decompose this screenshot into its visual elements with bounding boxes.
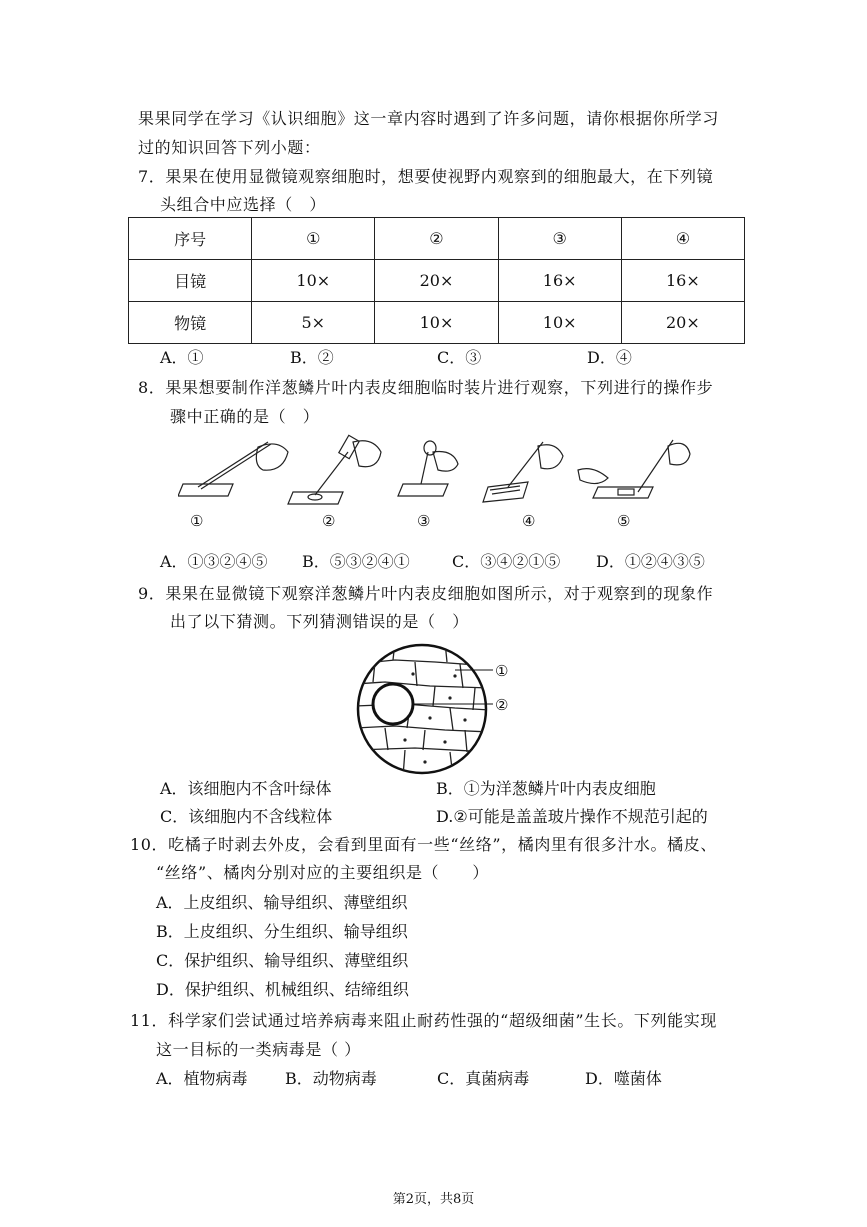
table-cell: 16× xyxy=(621,260,744,302)
q10-option-b[interactable]: B．上皮组织、分生组织、输导组织 xyxy=(156,922,408,941)
q11-option-a[interactable]: A．植物病毒 xyxy=(156,1069,248,1088)
q7-option-b[interactable]: B．② xyxy=(290,348,334,367)
table-cell: 16× xyxy=(498,260,621,302)
q8-figure-label-1: ① xyxy=(190,512,204,530)
lens-table xyxy=(128,217,745,344)
q8-option-b[interactable]: B．⑤③②④① xyxy=(302,552,410,571)
q8-stem-line-2: 骤中正确的是（ ） xyxy=(170,407,320,426)
q11-stem-line-2: 这一目标的一类病毒是（ ） xyxy=(156,1040,361,1059)
q8-figure-label-5: ⑤ xyxy=(617,512,631,530)
q10-option-d[interactable]: D．保护组织、机械组织、结缔组织 xyxy=(156,980,409,999)
q8-option-c[interactable]: C．③④②①⑤ xyxy=(452,552,561,571)
table-row xyxy=(129,302,745,344)
table-header-cell: ① xyxy=(252,218,375,260)
table-cell: 20× xyxy=(375,260,498,302)
q7-stem-line-1: 7．果果在使用显微镜观察细胞时，想要使视野内观察到的细胞最大，在下列镜 xyxy=(138,167,714,186)
table-row xyxy=(129,260,745,302)
table-row xyxy=(129,218,745,260)
q10-stem-line-2: “丝络”、橘肉分别对应的主要组织是（ ） xyxy=(156,863,489,882)
q8-figure-label-4: ④ xyxy=(522,512,536,530)
table-header-cell: ③ xyxy=(498,218,621,260)
intro-line-1: 果果同学在学习《认识细胞》这一章内容时遇到了许多问题，请你根据你所学习 xyxy=(138,109,720,128)
q10-stem-line-1: 10．吃橘子时剥去外皮，会看到里面有一些“丝络”，橘肉里有很多汁水。橘皮、 xyxy=(130,835,717,854)
table-cell: 10× xyxy=(498,302,621,344)
q9-stem-line-1: 9．果果在显微镜下观察洋葱鳞片叶内表皮细胞如图所示，对于观察到的现象作 xyxy=(138,584,714,603)
q8-option-d[interactable]: D．①②④③⑤ xyxy=(596,552,705,571)
table-cell: 10× xyxy=(375,302,498,344)
q11-option-d[interactable]: D．噬菌体 xyxy=(585,1069,662,1088)
step-3-sketch xyxy=(398,441,458,496)
q10-option-c[interactable]: C．保护组织、输导组织、薄壁组织 xyxy=(156,951,409,970)
q9-figure-label-1: ① xyxy=(495,662,509,680)
q8-figure-label-2: ② xyxy=(322,512,336,530)
table-header-cell: ② xyxy=(375,218,498,260)
step-5-sketch xyxy=(578,440,690,498)
table-cell: 物镜 xyxy=(129,302,252,344)
q9-figure-label-2: ② xyxy=(495,696,509,714)
q7-option-a[interactable]: A．① xyxy=(160,348,204,367)
table-cell: 目镜 xyxy=(129,260,252,302)
q9-stem-line-2: 出了以下猜测。下列猜测错误的是（ ） xyxy=(170,612,469,631)
q10-option-a[interactable]: A．上皮组织、输导组织、薄壁组织 xyxy=(156,893,408,912)
page-number: 第2页，共8页 xyxy=(392,1192,475,1207)
q7-option-c[interactable]: C．③ xyxy=(437,348,482,367)
q7-option-d[interactable]: D．④ xyxy=(587,348,632,367)
q11-stem-line-1: 11．科学家们尝试通过培养病毒来阻止耐药性强的“超级细菌”生长。下列能实现 xyxy=(130,1011,717,1030)
q9-option-c[interactable]: C．该细胞内不含线粒体 xyxy=(160,807,333,826)
q8-option-a[interactable]: A．①③②④⑤ xyxy=(160,552,268,571)
step-2-sketch xyxy=(288,435,381,504)
q7-stem-line-2: 头组合中应选择（ ） xyxy=(160,195,327,214)
table-header-cell: ④ xyxy=(621,218,744,260)
q9-option-a[interactable]: A．该细胞内不含叶绿体 xyxy=(160,779,332,798)
table-cell: 20× xyxy=(621,302,744,344)
table-cell: 5× xyxy=(252,302,375,344)
table-cell: 10× xyxy=(252,260,375,302)
step-1-sketch xyxy=(178,442,288,496)
q11-option-b[interactable]: B．动物病毒 xyxy=(285,1069,377,1088)
slide-procedure-figure xyxy=(178,432,698,507)
q9-option-d[interactable]: D.②可能是盖盖玻片操作不规范引起的 xyxy=(436,807,708,826)
table-header-cell: 序号 xyxy=(129,218,252,260)
intro-line-2: 过的知识回答下列小题： xyxy=(138,138,321,157)
q8-figure-label-3: ③ xyxy=(417,512,431,530)
q9-option-b[interactable]: B．①为洋葱鳞片叶内表皮细胞 xyxy=(436,779,656,798)
step-4-sketch xyxy=(483,442,563,502)
q8-stem-line-1: 8．果果想要制作洋葱鳞片叶内表皮细胞临时装片进行观察，下列进行的操作步 xyxy=(138,378,714,397)
q11-option-c[interactable]: C．真菌病毒 xyxy=(437,1069,530,1088)
